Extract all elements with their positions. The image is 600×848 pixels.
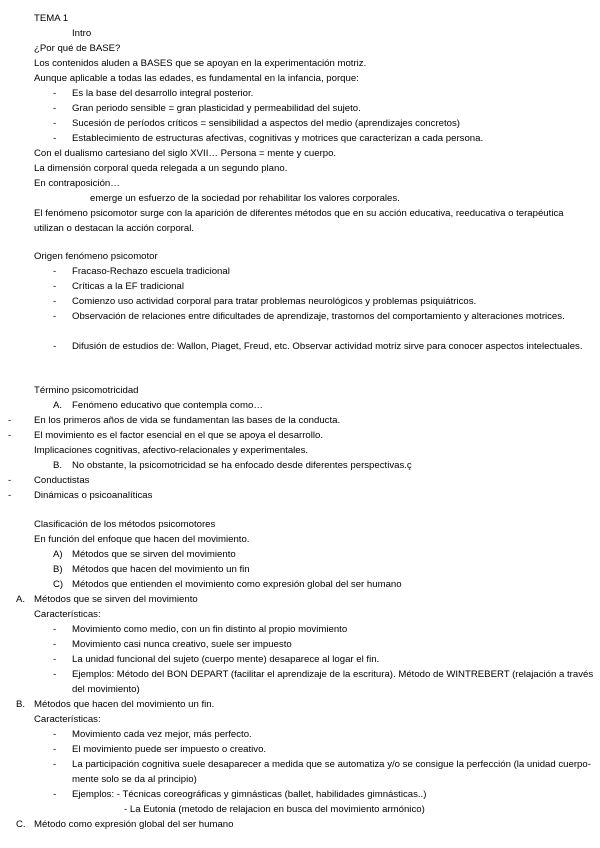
- list-item: Es la base del desarrollo integral posterior.: [72, 88, 254, 99]
- list-item: Métodos que entienden el movimiento como expresión global del ser humano: [72, 579, 402, 590]
- list-item: La unidad funcional del sujeto (cuerpo mente) desaparece al logar el fin.: [72, 654, 380, 665]
- list-marker: B): [53, 564, 63, 575]
- text-line: Con el dualismo cartesiano del siglo XVII… Persona = mente y cuerpo.: [34, 148, 337, 159]
- bullet-dash: -: [8, 430, 12, 441]
- section-heading: Término psicomotricidad: [34, 385, 139, 396]
- text-line: Características:: [34, 714, 101, 725]
- bullet-dash: -: [53, 639, 57, 650]
- list-item: Ejemplos: Método del BON DEPART (facilitar el aprendizaje de la escritura). Método de WINTREBERT (relajación a través del movimiento): [72, 669, 594, 695]
- bullet-dash: -: [53, 654, 57, 665]
- list-item: Críticas a la EF tradicional: [72, 281, 184, 292]
- list-marker: A.: [16, 594, 26, 605]
- text-line: En función del enfoque que hacen del movimiento.: [34, 534, 250, 545]
- list-item: Movimiento cada vez mejor, más perfecto.: [72, 729, 252, 740]
- list-item: Fracaso-Rechazo escuela tradicional: [72, 266, 230, 277]
- bullet-dash: -: [53, 759, 57, 770]
- section-heading: Origen fenómeno psicomotor: [34, 251, 158, 262]
- bullet-dash: -: [53, 341, 57, 352]
- text-line: La dimensión corporal queda relegada a un segundo plano.: [34, 163, 288, 174]
- list-item: Observación de relaciones entre dificultades de aprendizaje, trastornos del comportamiento y alteraciones motrices.: [72, 311, 565, 322]
- list-item: Ejemplos: - Técnicas coreográficas y gimnásticas (ballet, habilidades gimnásticas..): [72, 789, 427, 800]
- text-paragraph: El fenómeno psicomotor surge con la aparición de diferentes métodos que en su acción educativa, reeducativa o terapéutica utilizan o destacan la acción corporal.: [34, 208, 564, 234]
- bullet-dash: -: [53, 296, 57, 307]
- list-item: Establecimiento de estructuras afectivas, cognitivas y motrices que caracterizan a cada persona.: [72, 133, 484, 144]
- bullet-dash: -: [53, 744, 57, 755]
- list-item: Fenómeno educativo que contempla como…: [72, 400, 263, 411]
- list-item: Métodos que hacen del movimiento un fin: [72, 564, 250, 575]
- list-marker: C): [53, 579, 64, 590]
- text-line: Implicaciones cognitivas, afectivo-relacionales y experimentales.: [34, 445, 309, 456]
- list-item: Comienzo uso actividad corporal para tratar problemas neurológicos y problemas psiquiátricos.: [72, 296, 477, 307]
- section-heading: Clasificación de los métodos psicomotores: [34, 519, 216, 530]
- list-item: En los primeros años de vida se fundamentan las bases de la conducta.: [34, 415, 341, 426]
- list-item: El movimiento es el factor esencial en el que se apoya el desarrollo.: [34, 430, 324, 441]
- doc-title: TEMA 1: [34, 13, 69, 24]
- section-heading: Métodos que hacen del movimiento un fin.: [34, 699, 215, 710]
- bullet-dash: -: [53, 133, 57, 144]
- bullet-dash: -: [8, 415, 12, 426]
- bullet-dash: -: [53, 266, 57, 277]
- list-item: Movimiento como medio, con un fin distinto al propio movimiento: [72, 624, 348, 635]
- text-line: Características:: [34, 609, 101, 620]
- bullet-dash: -: [53, 281, 57, 292]
- list-item: Difusión de estudios de: Wallon, Piaget, Freud, etc. Observar actividad motriz sirve para conocer aspectos intelectuales.: [72, 341, 583, 352]
- list-item: Dinámicas o psicoanalíticas: [34, 490, 153, 501]
- list-item: No obstante, la psicomotricidad se ha enfocado desde diferentes perspectivas.ç: [72, 460, 412, 471]
- bullet-dash: -: [53, 669, 57, 680]
- section-heading: Intro: [72, 28, 92, 39]
- list-marker: A.: [53, 400, 63, 411]
- bullet-dash: -: [53, 729, 57, 740]
- list-marker: A): [53, 549, 63, 560]
- bullet-dash: -: [53, 118, 57, 129]
- section-heading: Método como expresión global del ser humano: [34, 819, 234, 830]
- bullet-dash: -: [53, 88, 57, 99]
- text-line: Los contenidos aluden a BASES que se apoyan en la experimentación motriz.: [34, 58, 367, 69]
- list-item: - La Eutonia (metodo de relajacion en busca del movimiento armónico): [124, 804, 425, 815]
- bullet-dash: -: [53, 624, 57, 635]
- list-item: El movimiento puede ser impuesto o creativo.: [72, 744, 267, 755]
- text-line: En contraposición…: [34, 178, 120, 189]
- text-line: Aunque aplicable a todas las edades, es fundamental en la infancia, porque:: [34, 73, 359, 84]
- bullet-dash: -: [53, 103, 57, 114]
- list-item: Sucesión de períodos críticos = sensibilidad a aspectos del medio (aprendizajes concretos): [72, 118, 460, 129]
- text-line: emerge un esfuerzo de la sociedad por rehabilitar los valores corporales.: [90, 193, 400, 204]
- list-marker: B.: [16, 699, 26, 710]
- list-item: La participación cognitiva suele desaparecer a medida que se automatiza y/o se consigue la perfección (la unidad cuerpo-mente solo se da al principio): [72, 759, 591, 785]
- bullet-dash: -: [8, 475, 12, 486]
- list-item: Gran periodo sensible = gran plasticidad y permeabilidad del sujeto.: [72, 103, 361, 114]
- list-marker: C.: [16, 819, 26, 830]
- list-item: Movimiento casi nunca creativo, suele ser impuesto: [72, 639, 292, 650]
- text-line: ¿Por qué de BASE?: [34, 43, 121, 54]
- section-heading: Métodos que se sirven del movimiento: [34, 594, 198, 605]
- list-item: Métodos que se sirven del movimiento: [72, 549, 236, 560]
- bullet-dash: -: [53, 789, 57, 800]
- bullet-dash: -: [8, 490, 12, 501]
- bullet-dash: -: [53, 311, 57, 322]
- list-marker: B.: [53, 460, 63, 471]
- list-item: Conductistas: [34, 475, 90, 486]
